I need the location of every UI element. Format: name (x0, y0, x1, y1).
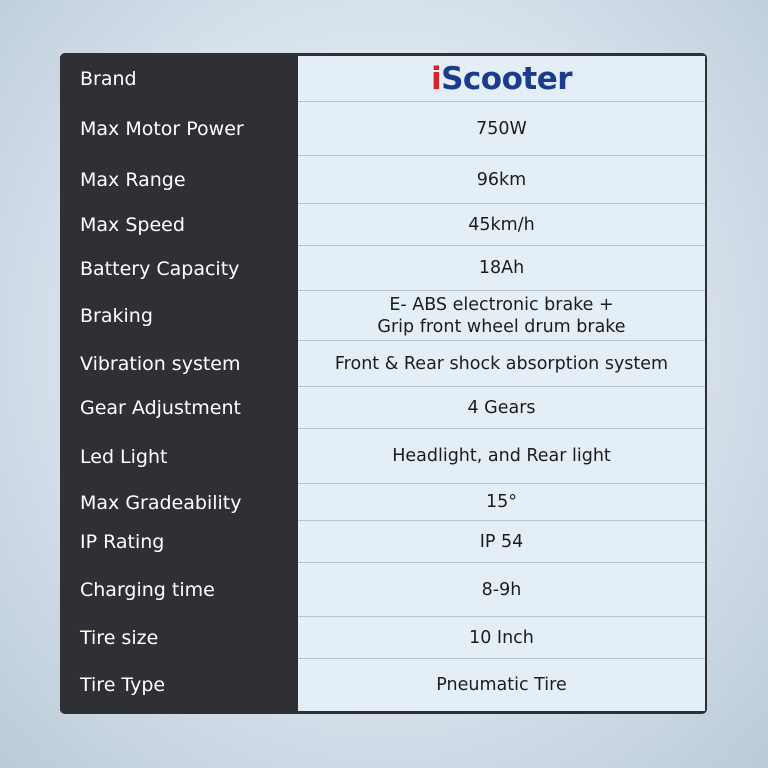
spec-row (60, 156, 705, 204)
spec-row (60, 387, 705, 429)
spec-row (60, 291, 705, 341)
spec-label: IP Rating (60, 521, 298, 563)
spec-value: 45km/h (298, 204, 705, 246)
spec-value: Front & Rear shock absorption system (298, 341, 705, 387)
brand-logo-rest: Scooter (441, 60, 573, 97)
spec-label: Tire Type (60, 659, 298, 711)
spec-label: Gear Adjustment (60, 387, 298, 429)
spec-label: Led Light (60, 429, 298, 484)
spec-label: Charging time (60, 563, 298, 617)
spec-value: E- ABS electronic brake + Grip front wheel drum brake (298, 291, 705, 341)
spec-value: 8-9h (298, 563, 705, 617)
spec-table (60, 56, 705, 711)
spec-row (60, 617, 705, 659)
spec-row-brand (60, 56, 705, 102)
spec-value: Pneumatic Tire (298, 659, 705, 711)
spec-value: 10 Inch (298, 617, 705, 659)
spec-label: Braking (60, 291, 298, 341)
spec-label: Max Motor Power (60, 102, 298, 156)
spec-label: Max Gradeability (60, 484, 298, 521)
spec-label: Tire size (60, 617, 298, 659)
spec-row (60, 563, 705, 617)
spec-value: Headlight, and Rear light (298, 429, 705, 484)
spec-row (60, 429, 705, 484)
spec-row (60, 102, 705, 156)
spec-row (60, 341, 705, 387)
spec-value: 750W (298, 102, 705, 156)
spec-label: Vibration system (60, 341, 298, 387)
spec-row (60, 484, 705, 521)
spec-card (60, 53, 707, 714)
spec-label: Max Range (60, 156, 298, 204)
spec-label: Battery Capacity (60, 246, 298, 291)
spec-row (60, 246, 705, 291)
spec-value-brand (298, 56, 705, 102)
spec-value: 96km (298, 156, 705, 204)
spec-value: 4 Gears (298, 387, 705, 429)
spec-value: 15° (298, 484, 705, 521)
spec-row (60, 521, 705, 563)
spec-row (60, 204, 705, 246)
spec-value: IP 54 (298, 521, 705, 563)
spec-label: Brand (60, 56, 298, 102)
spec-label: Max Speed (60, 204, 298, 246)
brand-logo (430, 60, 573, 97)
brand-logo-i: i (430, 60, 442, 97)
spec-value: 18Ah (298, 246, 705, 291)
spec-row (60, 659, 705, 711)
